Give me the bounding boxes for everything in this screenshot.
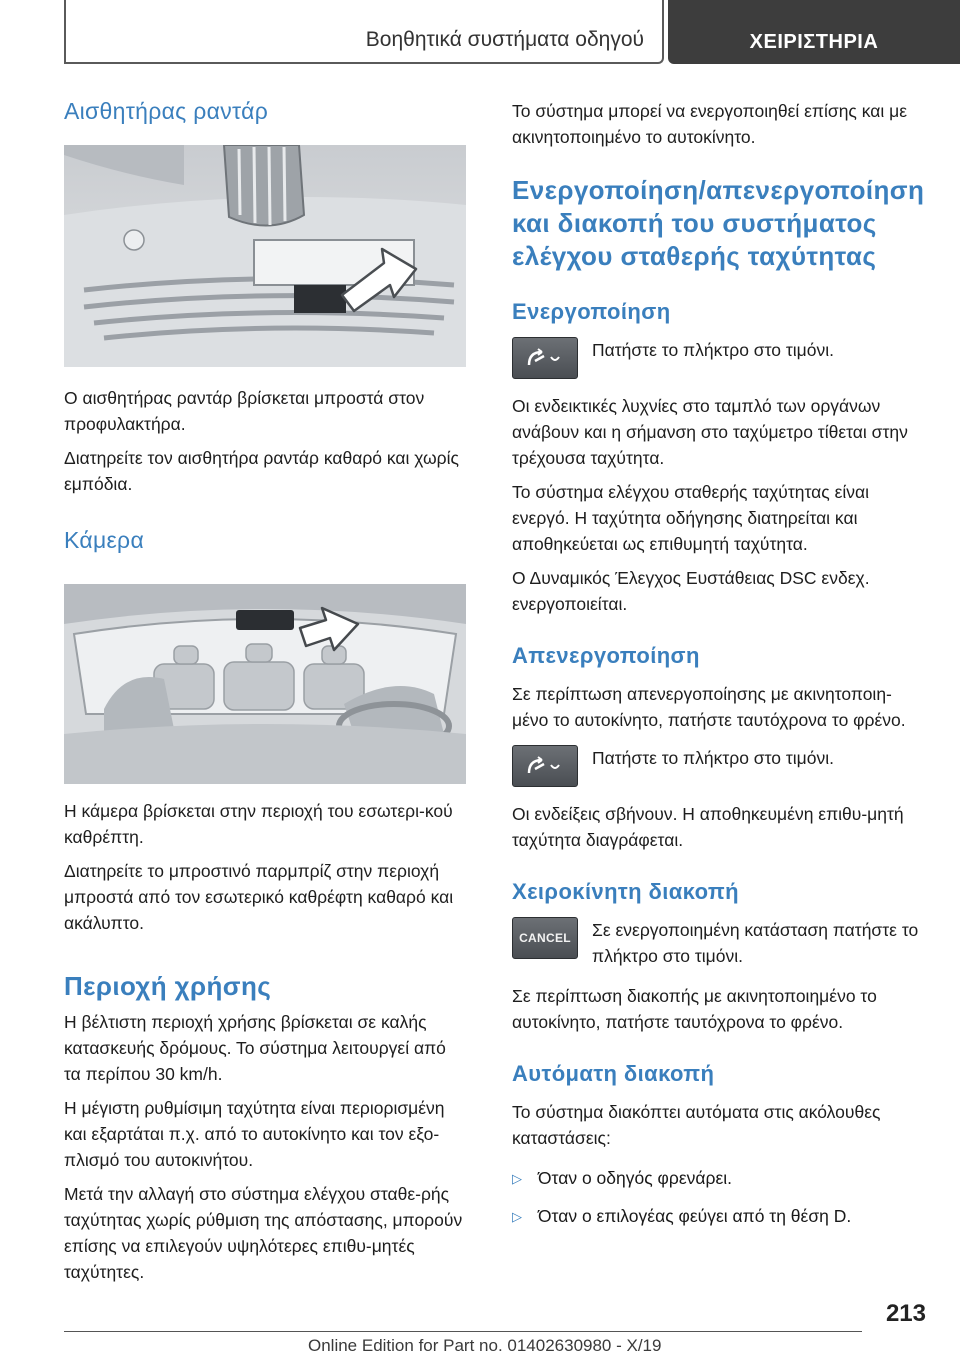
- activation-paragraph-2: Το σύστημα ελέγχου σταθερής ταχύτητας είναι ενεργό. Η ταχύτητα οδήγησης διατηρείται και αποθηκεύεται ως επιθυμητή ταχύτητα.: [512, 482, 870, 554]
- camera-heading: Κάμερα: [64, 527, 145, 553]
- deactivation-key-row: [512, 745, 927, 787]
- camera-paragraph-1: Η κάμερα βρίσκεται στην περιοχή του εσωτερι-κού καθρέπτη.: [64, 801, 453, 847]
- manual-key-text: Σε ενεργοποιημένη κατάσταση πατήστε το πλήκτρο στο τιμόνι.: [592, 920, 919, 966]
- manual-key-row: [512, 917, 927, 969]
- cruise-control-key-icon: [512, 337, 578, 379]
- deactivation-paragraph-1: Σε περίπτωση απενεργοποίησης με ακινητοποιη-μένο το αυτοκίνητο, πατήστε ταυτόχρονα το φρένο.: [512, 684, 906, 730]
- car-front-bumper-illustration: [64, 145, 466, 367]
- main-heading: Ενεργοποίηση/απενεργοποίηση και διακοπή του συστήματος ελέγχου σταθερής ταχύτητας: [512, 175, 925, 271]
- activation-paragraph-1: Οι ενδεικτικές λυχνίες στο ταμπλό των οργάνων ανάβουν και η σήμανση στο ταχύμετρο τίθεται στην τρέχουσα ταχύτητα.: [512, 396, 908, 468]
- right-column: [512, 98, 927, 1241]
- manual-interruption-heading: Χειροκίνητη διακοπή: [512, 879, 739, 904]
- page-header: [64, 0, 960, 64]
- deactivation-key-text: Πατήστε το πλήκτρο στο τιμόνι.: [592, 748, 834, 768]
- usage-heading: Περιοχή χρήσης: [64, 971, 272, 1001]
- triangle-bullet-icon: ▷: [512, 1171, 522, 1186]
- camera-figure: [64, 584, 466, 784]
- activation-key-text: Πατήστε το πλήκτρο στο τιμόνι.: [592, 340, 834, 360]
- usage-paragraph-2: Η μέγιστη ρυθμίσιμη ταχύτητα είναι περιορισμένη και εξαρτάται π.χ. από το αυτοκίνητο και τον εξο-πλισμό του αυτοκινήτου.: [64, 1098, 445, 1170]
- triangle-bullet-icon: ▷: [512, 1209, 522, 1224]
- section-title: ΧΕΙΡΙΣΤΗΡΙΑ: [668, 0, 960, 64]
- deactivation-heading: Απενεργοποίηση: [512, 643, 700, 668]
- chapter-title: Βοηθητικά συστήματα οδηγού: [365, 28, 644, 51]
- car-interior-illustration: [64, 584, 466, 784]
- radar-paragraph-2: Διατηρείτε τον αισθητήρα ραντάρ καθαρό και χωρίς εμπόδια.: [64, 448, 459, 494]
- automatic-conditions-list: [512, 1165, 927, 1231]
- left-column: [64, 98, 466, 1293]
- cruise-control-key-icon: [512, 745, 578, 787]
- usage-paragraph-1: Η βέλτιστη περιοχή χρήσης βρίσκεται σε καλής κατασκευής δρόμους. Το σύστημα λειτουργεί από τα περίπου 30 km/h.: [64, 1012, 446, 1084]
- footer-edition: Online Edition for Part no. 01402630980 - X/19: [308, 1336, 662, 1355]
- automatic-interruption-heading: Αυτόματη διακοπή: [512, 1061, 715, 1086]
- header-frame: [64, 0, 664, 64]
- manual-paragraph-1: Σε περίπτωση διακοπής με ακινητοποιημένο το αυτοκίνητο, πατήστε ταυτόχρονα το φρένο.: [512, 986, 877, 1032]
- page-number: 213: [885, 1300, 926, 1327]
- radar-paragraph-1: Ο αισθητήρας ραντάρ βρίσκεται μπροστά στον προφυλακτήρα.: [64, 388, 425, 434]
- radar-sensor-figure: [64, 145, 466, 367]
- radar-heading: Αισθητήρας ραντάρ: [64, 98, 269, 124]
- footer-divider: [64, 1331, 862, 1332]
- automatic-paragraph-1: Το σύστημα διακόπτει αυτόματα στις ακόλουθες καταστάσεις:: [512, 1102, 881, 1148]
- list-item: ▷ Όταν ο επιλογέας φεύγει από τη θέση D.: [512, 1203, 927, 1231]
- deactivation-paragraph-2: Οι ενδείξεις σβήνουν. Η αποθηκευμένη επιθυ-μητή ταχύτητα διαγράφεται.: [512, 804, 904, 850]
- camera-paragraph-2: Διατηρείτε το μπροστινό παρμπρίζ στην περιοχή μπροστά από τον εσωτερικό καθρέφτη καθαρό και ακάλυπτο.: [64, 861, 454, 933]
- activation-key-row: [512, 337, 927, 379]
- cancel-key-icon: CANCEL: [512, 917, 578, 959]
- intro-paragraph: Το σύστημα μπορεί να ενεργοποιηθεί επίσης και με ακινητοποιημένο το αυτοκίνητο.: [512, 101, 908, 147]
- activation-heading: Ενεργοποίηση: [512, 299, 671, 324]
- usage-paragraph-3: Μετά την αλλαγή στο σύστημα ελέγχου σταθε-ρής ταχύτητας χωρίς ρύθμιση της απόστασης, μπορούν επίσης να επιλεγούν υψηλότερες επιθυ-μητές ταχύτητες.: [64, 1184, 463, 1282]
- list-item: ▷ Όταν ο οδηγός φρενάρει.: [512, 1165, 927, 1193]
- activation-paragraph-3: Ο Δυναμικός Έλεγχος Ευστάθειας DSC ενδεχ. ενεργοποιείται.: [512, 568, 870, 614]
